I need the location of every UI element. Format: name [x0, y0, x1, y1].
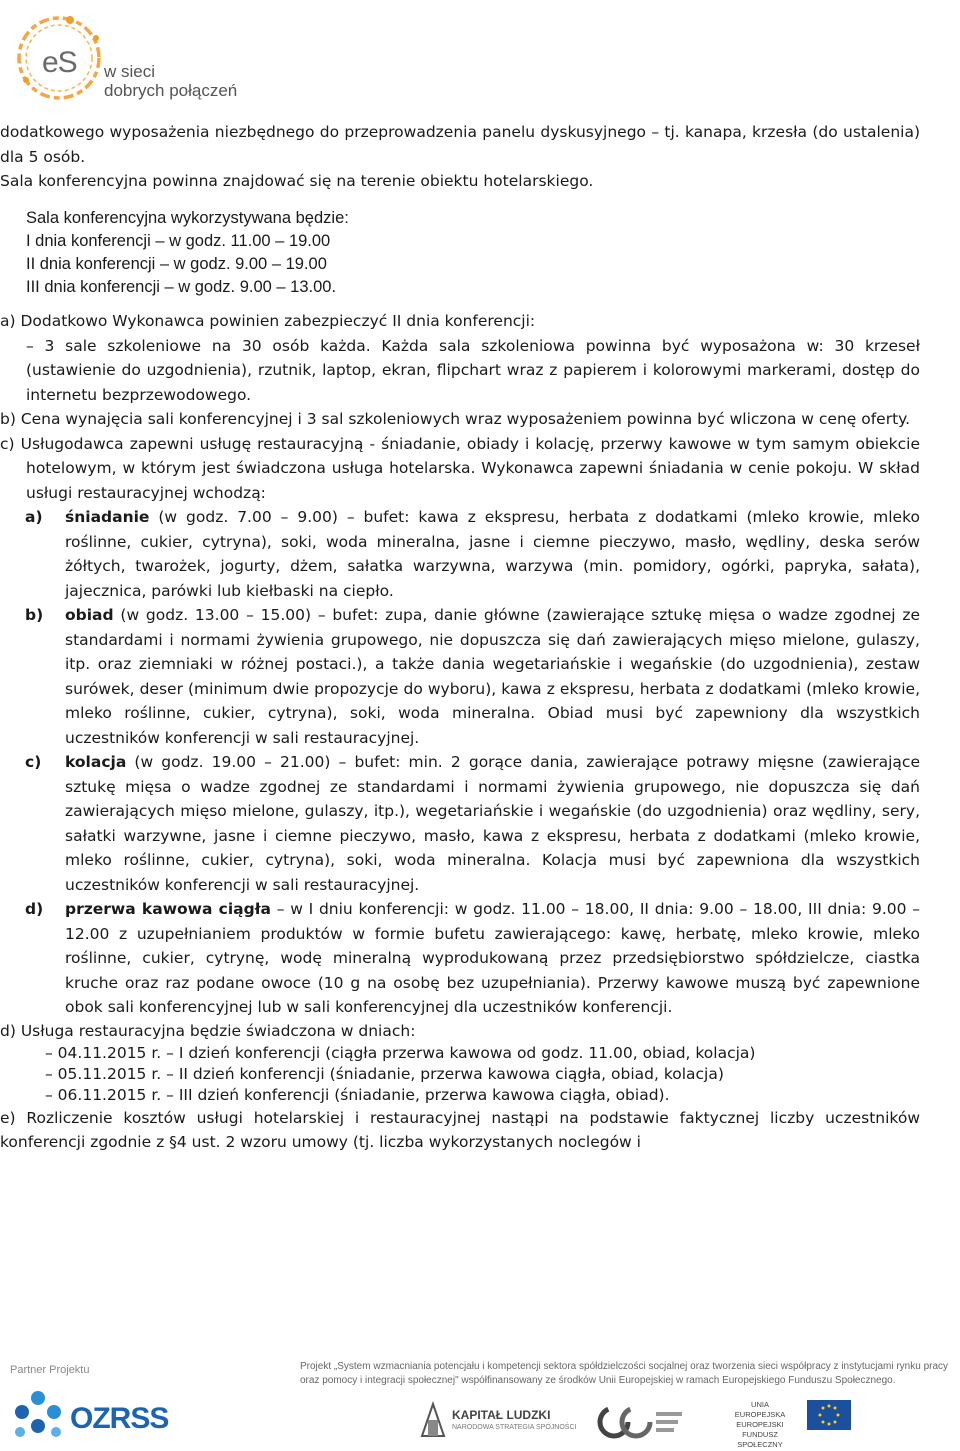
meal-breakfast: [0, 505, 920, 603]
point-c: c) Usługodawca zapewni usługę restauracyjną - śniadanie, obiady i kolację, przerwy kawowe w tym samym obiekcie hotelowym, w którym jest świadczona usługa hotelarska. Wykonawca zapewni śniadania w cenie pokoju. W skład usługi restauracyjnej wchodzą:: [0, 434, 920, 502]
service-date-1: – 04.11.2015 r. – I dzień konferencji (ciągła przerwa kawowa od godz. 11.00, obiad, kolacja): [45, 1043, 756, 1062]
es-logo: [12, 8, 252, 103]
point-a-rooms: – 3 sale szkoleniowe na 30 osób każda. Każda sala szkoleniowa powinna być wyposażona w: 30 krzeseł (ustawienie do uzgodnienia), rzutnik, laptop, ekran, flipchart wraz z papierem i kolorowymi markerami, dostęp do internetu bezprzewodowego.: [26, 336, 920, 404]
kapital-ludzki-logo: [418, 1400, 577, 1444]
meal-coffee-text: – w I dniu konferencji: w godz. 11.00 – 18.00, II dnia: 9.00 – 18.00, III dnia: 9.00 – 12.00 z uzupełnianiem produktów w formie bufetu zawierającego: kawę, herbatę, mleko krowie, mleko roślinne, cukier, cytrynę, wodę mineralną wyprodukowaną przez przedsiębiorstwo spółdzielcze, ciastka kruche oraz raz podane owoce (10 g na osobę bez uzupełniania). Przerwy kawowe muszą być zapewnione obok sali konferencyjnej lub w sali konferencyjnej dla uczestników konferencji.: [65, 900, 920, 1016]
schedule-day-1: I dnia konferencji – w godz. 11.00 – 19.00: [26, 232, 331, 250]
meal-dinner-title: kolacja: [65, 753, 127, 771]
point-a-heading: a) Dodatkowo Wykonawca powinien zabezpieczyć II dnia konferencji:: [0, 312, 536, 330]
service-date-2: – 05.11.2015 r. – II dzień konferencji (śniadanie, przerwa kawowa ciągła, obiad, kolacja): [45, 1064, 724, 1083]
ce-logo: [596, 1402, 686, 1446]
meal-dinner-label: c): [25, 753, 42, 771]
logo-mark: eS: [42, 46, 77, 79]
paragraph-equipment: dodatkowego wyposażenia niezbędnego do przeprowadzenia panelu dyskusyjnego – tj. kanapa, krzesła (do ustalenia) dla 5 osób.: [0, 123, 920, 166]
meal-dinner: [0, 750, 920, 897]
meal-dinner-text: (w godz. 19.00 – 21.00) – bufet: min. 2 gorące dania, zawierające potrawy mięsne (zawierające sztukę mięsa o wadze zgodnej ze standardami i normami żywienia grupowego, nie dopuszcza się dań zawierających mięso mielone, gulaszy, itp.), wegetariańskie i wegańskie (do uzgodnienia) oraz wędliny, sery, sałatki warzywne, jasne i ciemne pieczywo, masło, kawa z ekspresu, herbata z dodatkami (mleko krowie, mleko roślinne, cukier, cytryna), soki, woda mineralna. Kolacja musi być zapewniona dla wszystkich uczestników konferencji w sali restauracyjnej.: [65, 753, 920, 894]
meal-lunch: [0, 603, 920, 750]
kapital-ludzki-subtitle: NARODOWA STRATEGIA SPÓJNOŚCI: [452, 1424, 577, 1431]
meal-breakfast-label: a): [25, 508, 43, 526]
logo-line-1: w sieci: [104, 62, 156, 81]
ozrss-mark-icon: [10, 1388, 66, 1440]
point-d-heading: d) Usługa restauracyjna będzie świadczona w dniach:: [0, 1021, 416, 1040]
meal-lunch-label: b): [25, 606, 44, 624]
schedule-day-2: II dnia konferencji – w godz. 9.00 – 19.00: [26, 255, 327, 273]
meal-breakfast-title: śniadanie: [65, 508, 150, 526]
meal-lunch-text: (w godz. 13.00 – 15.00) – bufet: zupa, danie główne (zawierające sztukę mięsa o wadze zgodnej ze standardami i normami żywienia grupowego, nie dopuszcza się dań zawierających mięso mielone, gulaszy, itp. oraz ziemniaki w różnej postaci.), a także dania wegetariańskie i wegańskie (do uzgodnienia), zestaw surówek, deser (minimum dwie propozycje do wyboru), kawa z ekspresu, herbata z dodatkami (mleko krowie, mleko roślinne, cukier, cytryna), soki, woda mineralna. Obiad musi być zapewniony dla wszystkich uczestników konferencji w sali restauracyjnej.: [65, 606, 920, 747]
ozrss-logo: [10, 1388, 169, 1444]
project-description: Projekt „System wzmacniania potencjału i kompetencji sektora spółdzielczości socjalnej oraz tworzenia sieci współpracy z instytucjami rynku pracy oraz pomocy i integracji społecznej" współfinansowany ze środków Unii Europejskiej w ramach Europejskiego Funduszu Społecznego.: [300, 1361, 949, 1386]
ozrss-wordmark: OZRSS: [70, 1402, 169, 1435]
meal-coffee-title: przerwa kawowa ciągła: [65, 900, 271, 918]
footer: [0, 1352, 960, 1451]
schedule-heading: Sala konferencyjna wykorzystywana będzie:: [26, 208, 349, 227]
paragraph-location: Sala konferencyjna powinna znajdować się na terenie obiektu hotelarskiego.: [0, 172, 594, 190]
meal-lunch-title: obiad: [65, 606, 114, 624]
point-e: e) Rozliczenie kosztów usługi hotelarskiej i restauracyjnej nastąpi na podstawie faktycznej liczby uczestników konferencji zgodnie z §4 ust. 2 wzoru umowy (tj. liczba wykorzystanych noclegów i: [0, 1108, 920, 1151]
service-date-3: – 06.11.2015 r. – III dzień konferencji (śniadanie, przerwa kawowa ciągła, obiad).: [45, 1085, 670, 1104]
kapital-ludzki-title: KAPITAŁ LUDZKI: [452, 1408, 551, 1422]
meal-coffee-break: [0, 897, 920, 1020]
ce-mark-icon: [596, 1402, 686, 1442]
eu-text: UNIA EUROPEJSKA EUROPEJSKI FUNDUSZ SPOŁECZNY: [734, 1400, 786, 1449]
kapital-ludzki-icon: [418, 1400, 448, 1440]
schedule-day-3: III dnia konferencji – w godz. 9.00 – 13.00.: [26, 278, 337, 296]
meal-breakfast-text: (w godz. 7.00 – 9.00) – bufet: kawa z ekspresu, herbata z dodatkami (mleko krowie, mleko roślinne, cukier, cytryna), soki, woda mineralna, jasne i ciemne pieczywo, masło, wędliny, deska serów żółtych, twarożek, jogurty, dżem, sałatka warzywna, warzywa (min. pomidory, ogórki, papryka, sałata), jajecznica, parówki lub kiełbaski na ciepło.: [65, 508, 920, 600]
eu-flag-icon: [807, 1400, 851, 1430]
meal-coffee-label: d): [25, 900, 44, 918]
point-b: b) Cena wynajęcia sali konferencyjnej i 3 sal szkoleniowych wraz wyposażeniem powinna być wliczona w cenę oferty.: [0, 410, 911, 428]
document-body: [0, 120, 920, 1155]
logo-line-2: dobrych połączeń: [104, 81, 238, 100]
partner-label: Partner Projektu: [10, 1364, 90, 1376]
